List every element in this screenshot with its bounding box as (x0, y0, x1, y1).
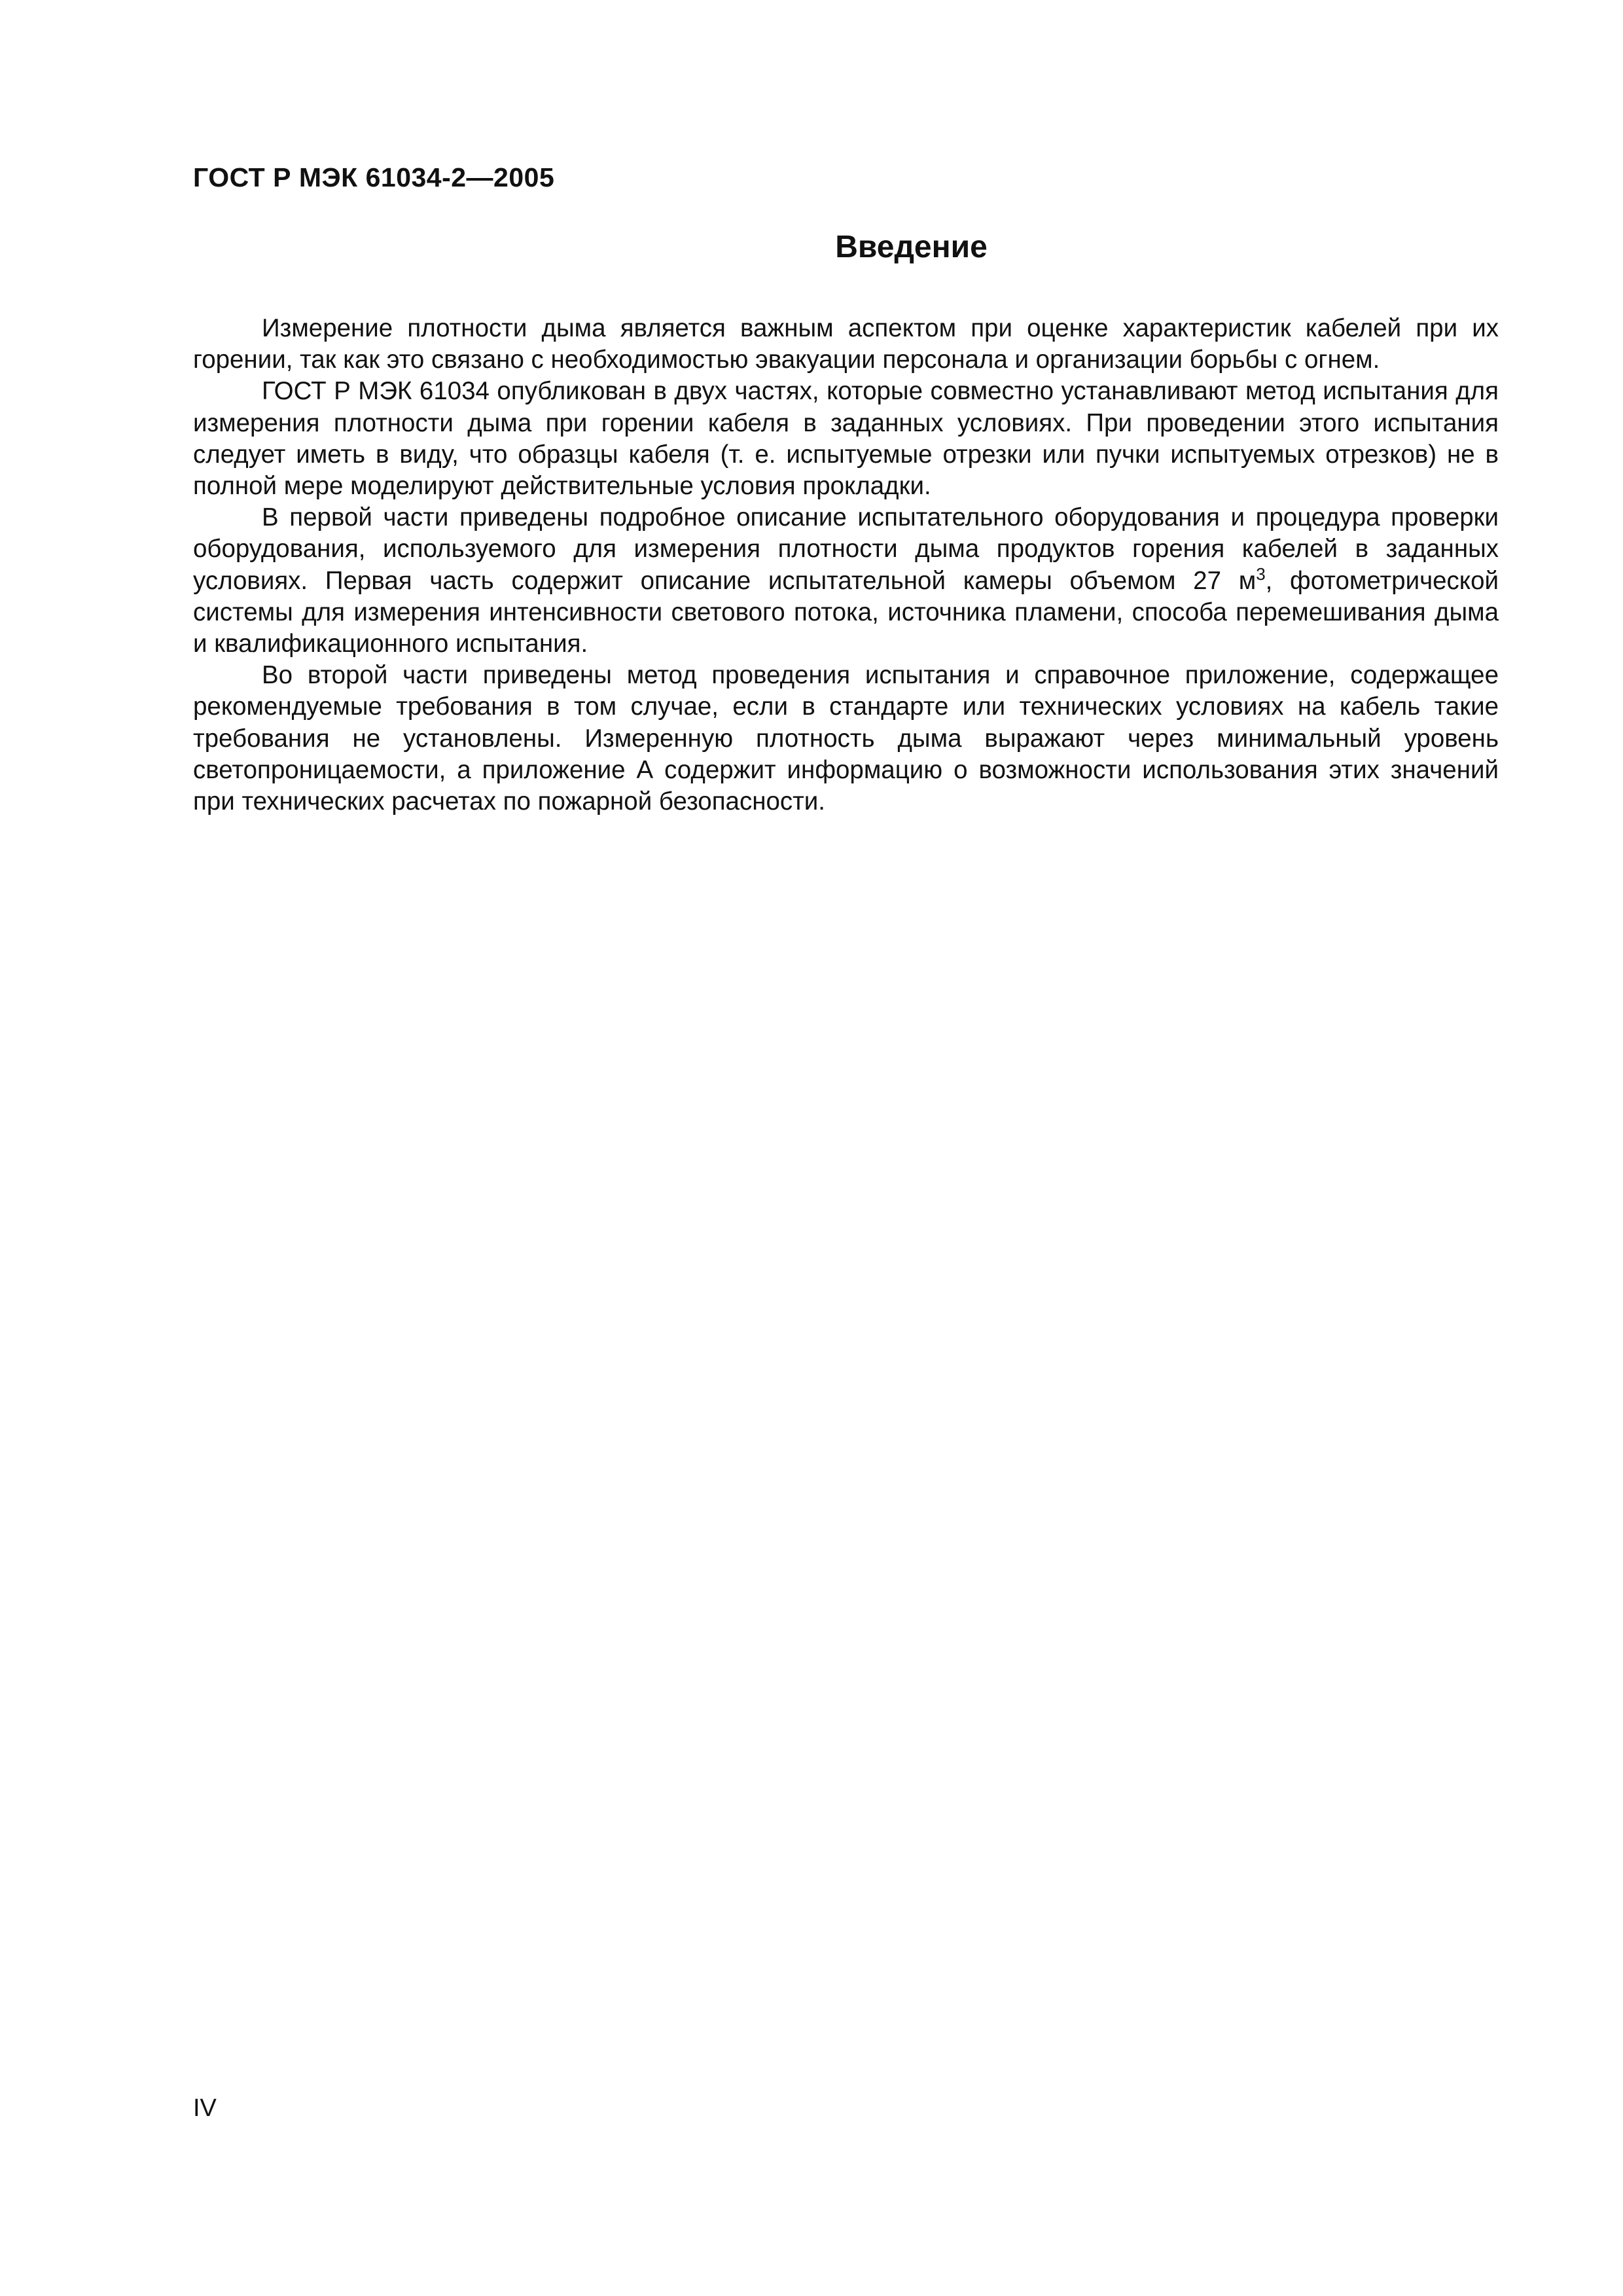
paragraph-4: Во второй части приведены метод проведения испытания и справочное приложение, содержащее рекомендуемые требования в том случае, если в стандарте или технических условиях на кабель такие требования не установлены. Измеренную плотность дыма выражают через минимальный уровень светопроницаемости, а приложение А содержит информацию о возможности использования этих значений при технических расчетах по пожарной безопасности. (193, 661, 1499, 816)
document-code-header: ГОСТ Р МЭК 61034-2—2005 (193, 162, 555, 192)
paragraph-2: ГОСТ Р МЭК 61034 опубликован в двух частях, которые совместно устанавливают метод испытания для измерения плотности дыма при горении кабеля в заданных условиях. При проведении этого испытания следует иметь в виду, что образцы кабеля (т. е. испытуемые отрезки или пучки испытуемых отрезков) не в полной мере моделируют действительные условия прокладки. (193, 377, 1499, 501)
cubic-superscript: 3 (1256, 564, 1266, 584)
page-number: IV (193, 2094, 217, 2122)
section-title: Введение (835, 230, 988, 264)
introduction-body (193, 313, 1499, 817)
paragraph-3-text-start: В первой части приведены подробное описание испытательного оборудования и процедура проверки оборудования, используемого для измерения плотности дыма продуктов горения кабелей в заданных условиях. Первая часть содержит описание испытательной камеры объемом 27 м (193, 503, 1499, 595)
paragraph-1: Измерение плотности дыма является важным аспектом при оценке характеристик кабелей при их горении, так как это связано с необходимостью эвакуации персонала и организации борьбы с огнем. (193, 314, 1499, 374)
paragraph-3 (193, 502, 1499, 660)
paragraph-3-text-end: , фотометрической системы для измерения интенсивности светового потока, источника пламени, способа перемешивания дыма и квалификационного испытания. (193, 566, 1499, 658)
